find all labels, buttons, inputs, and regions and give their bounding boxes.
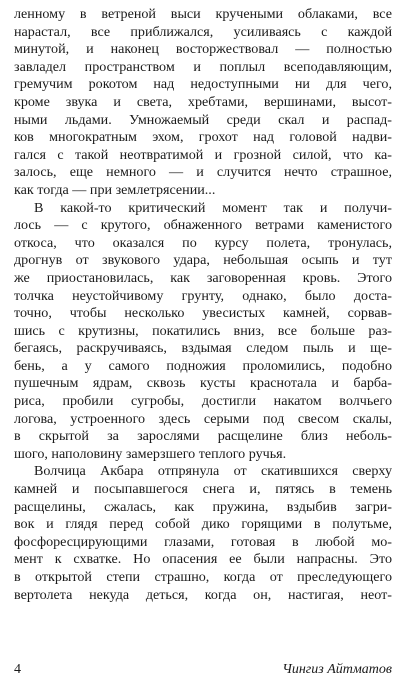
body-text (14, 6, 392, 604)
text-line: пушечным ядрам, сквозь кусты краснотала и барба- (14, 375, 392, 392)
text-line: шись с крутизны, покатились вниз, все больше раз- (14, 322, 392, 339)
text-line: вертолета некуда деться, когда он, настигая, неот- (14, 586, 392, 603)
text-line: откоса, что оказался по курсу полета, тронулась, (14, 234, 392, 251)
text-line: толчка неустойчивому грунту, однако, было доста- (14, 287, 392, 304)
text-line: камней и посыпавшегося снега и, пятясь в темень (14, 481, 392, 498)
text-line: фосфоресцирующими глазами, готовая в любой мо- (14, 533, 392, 550)
text-line: в открытой степи страшно, когда от преследующего (14, 569, 392, 585)
text-line: вок и глядя перед собой дико горящими в полутьме, (14, 516, 392, 533)
text-line: расщелины, сжалась, как пружина, вздыбив загри- (14, 498, 392, 515)
text-line: же приостановилась, как заговоренная кровь. Этого (14, 269, 392, 286)
text-line: шого, наполовину замерзшего теплого ручья. (14, 445, 287, 462)
text-line: в скрытой за зарослями расщелине близ неболь- (14, 428, 392, 445)
text-line: нарастал, все приближался, усиливаясь с каждой (14, 23, 392, 40)
text-line: мент к схватке. Но опасения ее были напрасны. Это (14, 551, 392, 568)
text-line: лось — с крутого, обнаженного ветрами каменистого (14, 217, 392, 234)
page-footer (14, 662, 392, 682)
text-line: ленному в ветреной выси кручеными облаками, все (14, 6, 392, 22)
text-line: гремучим рокотом над недоступными ни для чего, (14, 76, 392, 93)
text-line: минутой, и наконец восторжествовал — полностью (14, 41, 392, 58)
text-line: Волчица Акбара отпрянула от скатившихся сверху (34, 463, 392, 480)
text-line: бень, а у самого подножия проломились, подобно (14, 357, 392, 374)
text-line: бегаясь, раскручиваясь, вздымая следом пыль и ще- (14, 340, 392, 357)
text-line: как тогда — при землетрясении... (14, 181, 216, 198)
text-line: В какой-то критический момент так и получи- (34, 199, 392, 216)
text-line: ков многократным эхом, грохот над головой надви- (14, 129, 392, 146)
text-line: гался с такой неотвратимой и грозной силой, что ка- (14, 146, 392, 163)
text-line: залось, еще немного — и случится нечто страшное, (14, 164, 392, 181)
page-number: 4 (14, 662, 21, 677)
text-line: ными льдами. Умножаемый среди скал и распад- (14, 111, 392, 128)
text-line: точно, чтобы несколько увесистых камней, сорвав- (14, 305, 392, 322)
text-line: кроме звука и света, хребтами, вершинами, высот- (14, 93, 392, 110)
running-head-author: Чингиз Айтматов (282, 662, 392, 677)
text-line: риса, пробили сугробы, достигли накатом волчьего (14, 393, 392, 410)
text-line: завладел пространством и поплыл всеподавляющим, (14, 58, 392, 75)
text-line: дрогнув от звукового удара, небольшая осыпь и тут (14, 252, 392, 269)
text-line: логова, устроенного здесь серыми под свесом скалы, (14, 410, 392, 427)
